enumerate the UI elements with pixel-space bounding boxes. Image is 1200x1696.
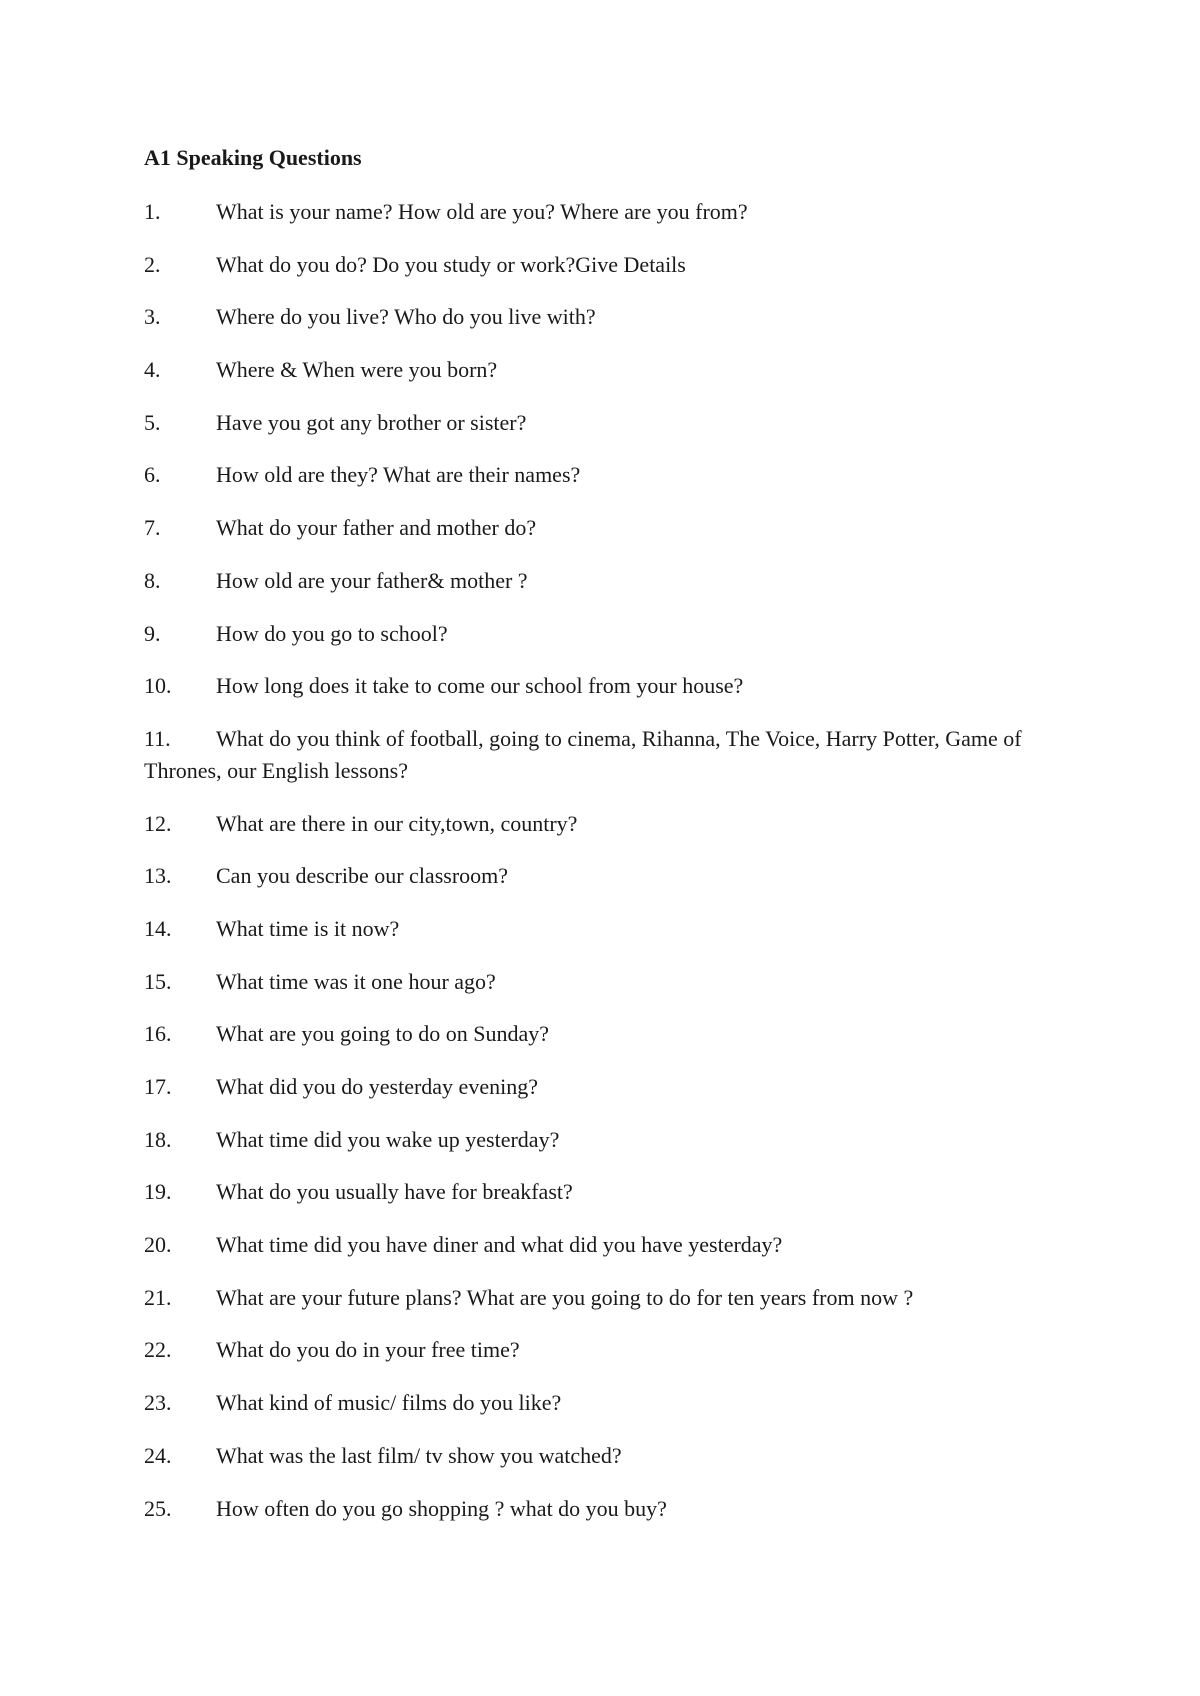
question-text: What are your future plans? What are you going to do for ten years from now ?	[216, 1284, 914, 1310]
question-number: 25.	[144, 1495, 172, 1521]
question-text: What time did you wake up yesterday?	[216, 1126, 560, 1152]
question-item	[144, 196, 1044, 228]
question-item	[144, 459, 1044, 491]
question-number: 10.	[144, 673, 172, 699]
question-text: What are you going to do on Sunday?	[216, 1021, 549, 1047]
question-item	[144, 1493, 1044, 1525]
question-item	[144, 1176, 1044, 1208]
question-number: 15.	[144, 968, 172, 994]
question-item	[144, 860, 1044, 892]
question-number: 18.	[144, 1126, 172, 1152]
question-text: Where & When were you born?	[216, 357, 498, 383]
question-number: 2.	[144, 251, 161, 277]
question-text: What kind of music/ films do you like?	[216, 1390, 562, 1416]
question-item	[144, 723, 1044, 787]
question-text: Where do you live? Who do you live with?	[216, 304, 596, 330]
question-item	[144, 966, 1044, 998]
question-number: 5.	[144, 409, 161, 435]
question-text: What do you usually have for breakfast?	[216, 1179, 573, 1205]
question-item	[144, 354, 1044, 386]
question-item	[144, 808, 1044, 840]
question-text: What was the last film/ tv show you watched?	[216, 1442, 622, 1468]
question-item	[144, 512, 1044, 544]
question-item	[144, 1071, 1044, 1103]
question-number: 12.	[144, 810, 172, 836]
question-number: 24.	[144, 1442, 172, 1468]
question-text: What do you do? Do you study or work?Give Details	[216, 251, 686, 277]
question-item	[144, 301, 1044, 333]
question-item	[144, 249, 1044, 281]
question-item	[144, 1334, 1044, 1366]
question-text: How often do you go shopping ? what do you buy?	[216, 1495, 667, 1521]
question-text: What are there in our city,town, country?	[216, 810, 578, 836]
question-text: How old are your father& mother ?	[216, 567, 528, 593]
question-number: 9.	[144, 620, 161, 646]
question-item	[144, 1018, 1044, 1050]
question-text: What time was it one hour ago?	[216, 968, 496, 994]
question-list	[144, 196, 1044, 1545]
question-text: What did you do yesterday evening?	[216, 1074, 538, 1099]
question-number: 4.	[144, 357, 161, 383]
question-number: 6.	[144, 462, 161, 488]
question-number: 22.	[144, 1337, 172, 1363]
question-number: 13.	[144, 863, 172, 889]
question-item	[144, 1387, 1044, 1419]
question-number: 3.	[144, 304, 161, 330]
question-number: 14.	[144, 915, 172, 941]
question-item	[144, 1282, 1044, 1314]
question-text: What time is it now?	[216, 915, 400, 941]
question-text: What do you do in your free time?	[216, 1337, 520, 1363]
question-number: 23.	[144, 1390, 172, 1416]
question-item	[144, 618, 1044, 650]
question-item	[144, 1440, 1044, 1472]
question-number: 8.	[144, 567, 161, 593]
question-text: Can you describe our classroom?	[216, 863, 509, 889]
question-item	[144, 407, 1044, 439]
question-text: How long does it take to come our school from your house?	[216, 673, 744, 699]
question-item	[144, 913, 1044, 945]
question-text: How do you go to school?	[216, 620, 448, 646]
question-item	[144, 1124, 1044, 1156]
question-text: Have you got any brother or sister?	[216, 409, 527, 435]
document-title: A1 Speaking Questions	[144, 145, 362, 170]
question-number: 7.	[144, 515, 161, 541]
question-text: What do you think of football, going to cinema, Rihanna, The Voice, Harry Potter, Game of Thrones, our English lessons?	[144, 725, 1022, 783]
question-text: What is your name? How old are you? Where are you from?	[216, 199, 748, 224]
question-item	[144, 670, 1044, 702]
question-number: 21.	[144, 1284, 172, 1310]
question-number: 19.	[144, 1179, 172, 1205]
question-text: How old are they? What are their names?	[216, 462, 581, 488]
question-number: 17.	[144, 1074, 172, 1099]
question-text: What time did you have diner and what did you have yesterday?	[216, 1232, 783, 1258]
question-number: 16.	[144, 1021, 172, 1047]
question-item	[144, 1229, 1044, 1261]
question-number: 11.	[144, 725, 171, 751]
question-item	[144, 565, 1044, 597]
question-number: 1.	[144, 199, 161, 224]
question-text: What do your father and mother do?	[216, 515, 537, 541]
question-number: 20.	[144, 1232, 172, 1258]
